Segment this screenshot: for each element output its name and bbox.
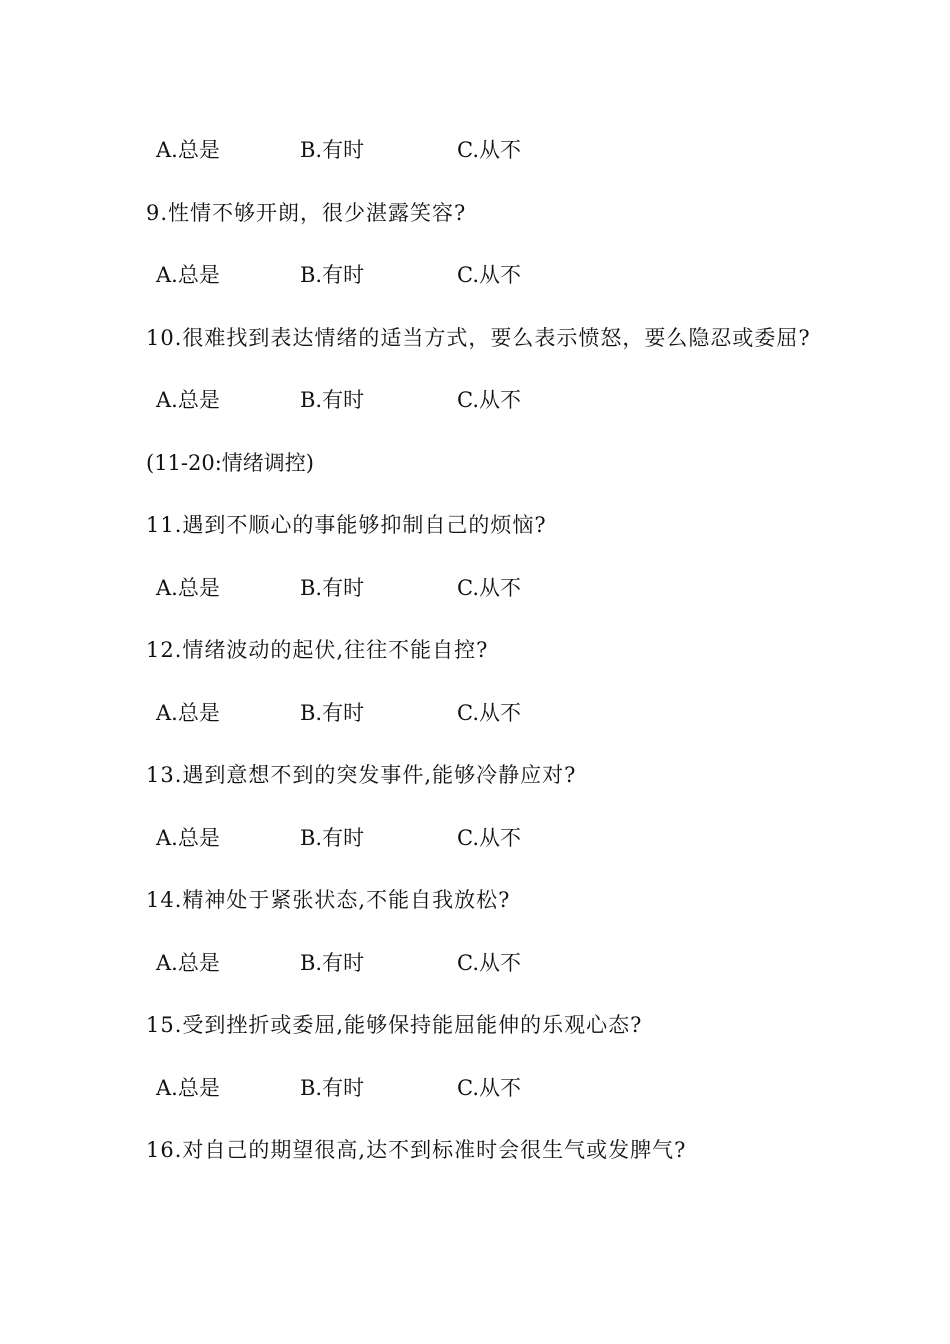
question-10: 10.很难找到表达情绪的适当方式，要么表示愤怒，要么隐忍或委屈?: [146, 326, 811, 350]
option-b: B.有时: [300, 138, 365, 162]
option-a: A.总是: [156, 576, 220, 600]
option-b: B.有时: [300, 951, 365, 975]
option-c: C.从不: [457, 1076, 521, 1100]
option-c: C.从不: [457, 388, 521, 412]
option-b: B.有时: [300, 701, 365, 725]
option-c: C.从不: [457, 138, 521, 162]
question-16: 16.对自己的期望很高,达不到标准时会很生气或发脾气?: [146, 1138, 687, 1162]
option-b: B.有时: [300, 1076, 365, 1100]
option-b: B.有时: [300, 263, 365, 287]
option-b: B.有时: [300, 388, 365, 412]
option-a: A.总是: [156, 263, 220, 287]
option-a: A.总是: [156, 701, 220, 725]
question-12: 12.情绪波动的起伏,往往不能自控?: [146, 638, 489, 662]
option-a: A.总是: [156, 826, 220, 850]
question-11: 11.遇到不顺心的事能够抑制自己的烦恼?: [146, 513, 547, 537]
option-a: A.总是: [156, 951, 220, 975]
question-14: 14.精神处于紧张状态,不能自我放松?: [146, 888, 511, 912]
option-b: B.有时: [300, 826, 365, 850]
option-a: A.总是: [156, 388, 220, 412]
question-13: 13.遇到意想不到的突发事件,能够冷静应对?: [146, 763, 577, 787]
option-c: C.从不: [457, 701, 521, 725]
option-a: A.总是: [156, 138, 220, 162]
option-b: B.有时: [300, 576, 365, 600]
option-c: C.从不: [457, 951, 521, 975]
option-c: C.从不: [457, 576, 521, 600]
option-c: C.从不: [457, 826, 521, 850]
question-15: 15.受到挫折或委屈,能够保持能屈能伸的乐观心态?: [146, 1013, 643, 1037]
option-a: A.总是: [156, 1076, 220, 1100]
option-c: C.从不: [457, 263, 521, 287]
question-9: 9.性情不够开朗，很少湛露笑容?: [146, 201, 467, 225]
section-heading: (11-20:情绪调控): [146, 451, 314, 475]
